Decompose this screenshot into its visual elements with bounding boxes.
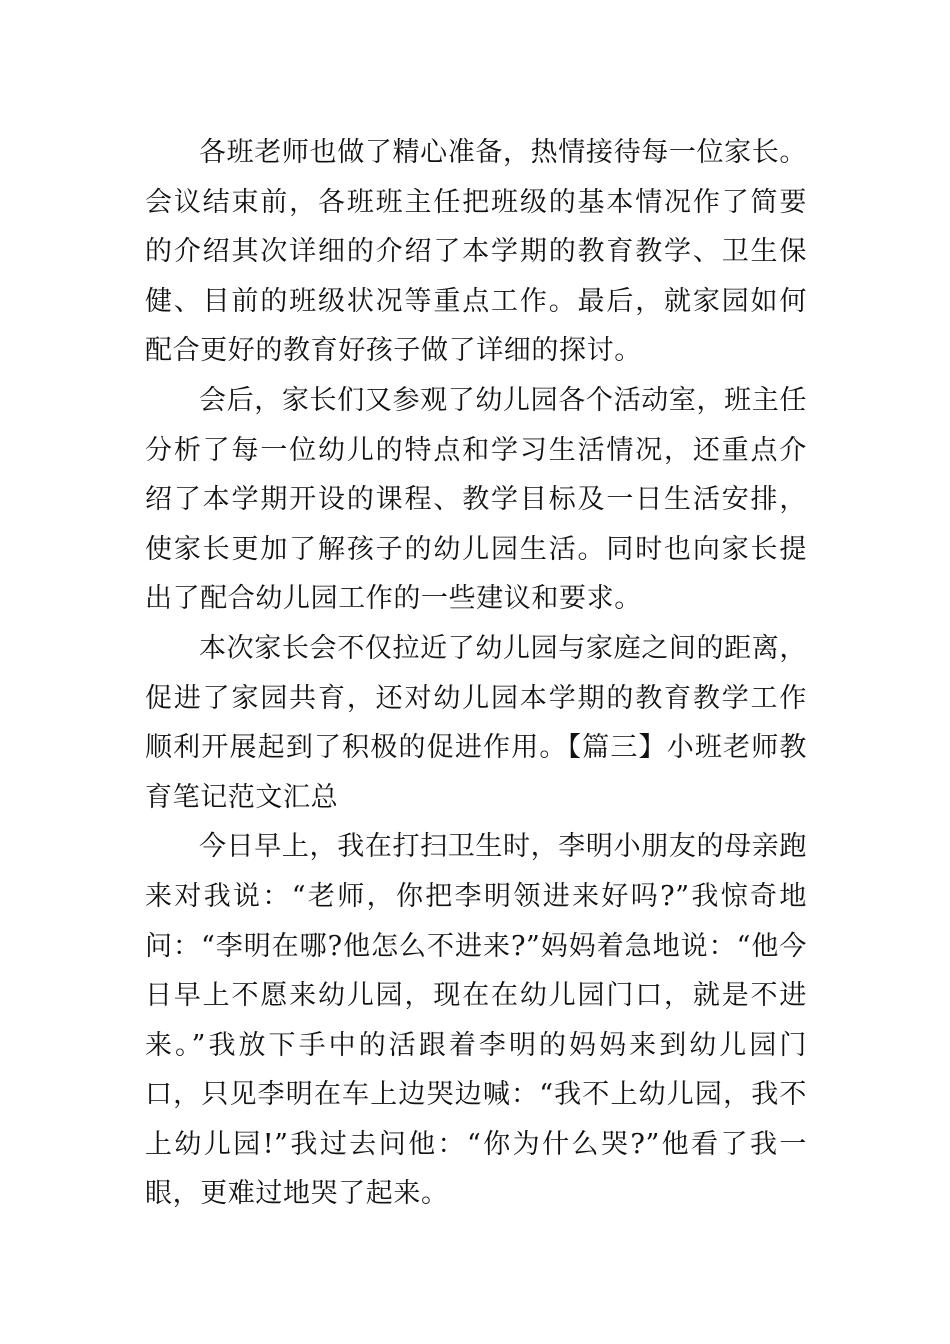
document-page bbox=[145, 128, 807, 1219]
paragraph-2: 会后，家长们又参观了幼儿园各个活动室，班主任分析了每一位幼儿的特点和学习生活情况，还重点介绍了本学期开设的课程、教学目标及一日生活安排，使家长更加了解孩子的幼儿园生活。同时也向家长提出了配合幼儿园工作的一些建议和要求。 bbox=[145, 384, 807, 615]
paragraph-4: 今日早上，我在打扫卫生时，李明小朋友的母亲跑来对我说：“老师，你把李明领进来好吗?”我惊奇地问：“李明在哪?他怎么不进来?”妈妈着急地说：“他今日早上不愿来幼儿园，现在在幼儿园门口，就是不进来。”我放下手中的活跟着李明的妈妈来到幼儿园门口，只见李明在车上边哭边喊：“我不上幼儿园，我不上幼儿园!”我过去问他：“你为什么哭?”他看了我一眼，更难过地哭了起来。 bbox=[145, 831, 807, 1210]
paragraph-1: 各班老师也做了精心准备，热情接待每一位家长。会议结束前，各班班主任把班级的基本情况作了简要的介绍其次详细的介绍了本学期的教育教学、卫生保健、目前的班级状况等重点工作。最后，就家园如何配合更好的教育好孩子做了详细的探讨。 bbox=[145, 137, 807, 367]
paragraph-3: 本次家长会不仅拉近了幼儿园与家庭之间的距离，促进了家园共育，还对幼儿园本学期的教育教学工作顺利开展起到了积极的促进作用。【篇三】小班老师教育笔记范文汇总 bbox=[145, 632, 807, 813]
